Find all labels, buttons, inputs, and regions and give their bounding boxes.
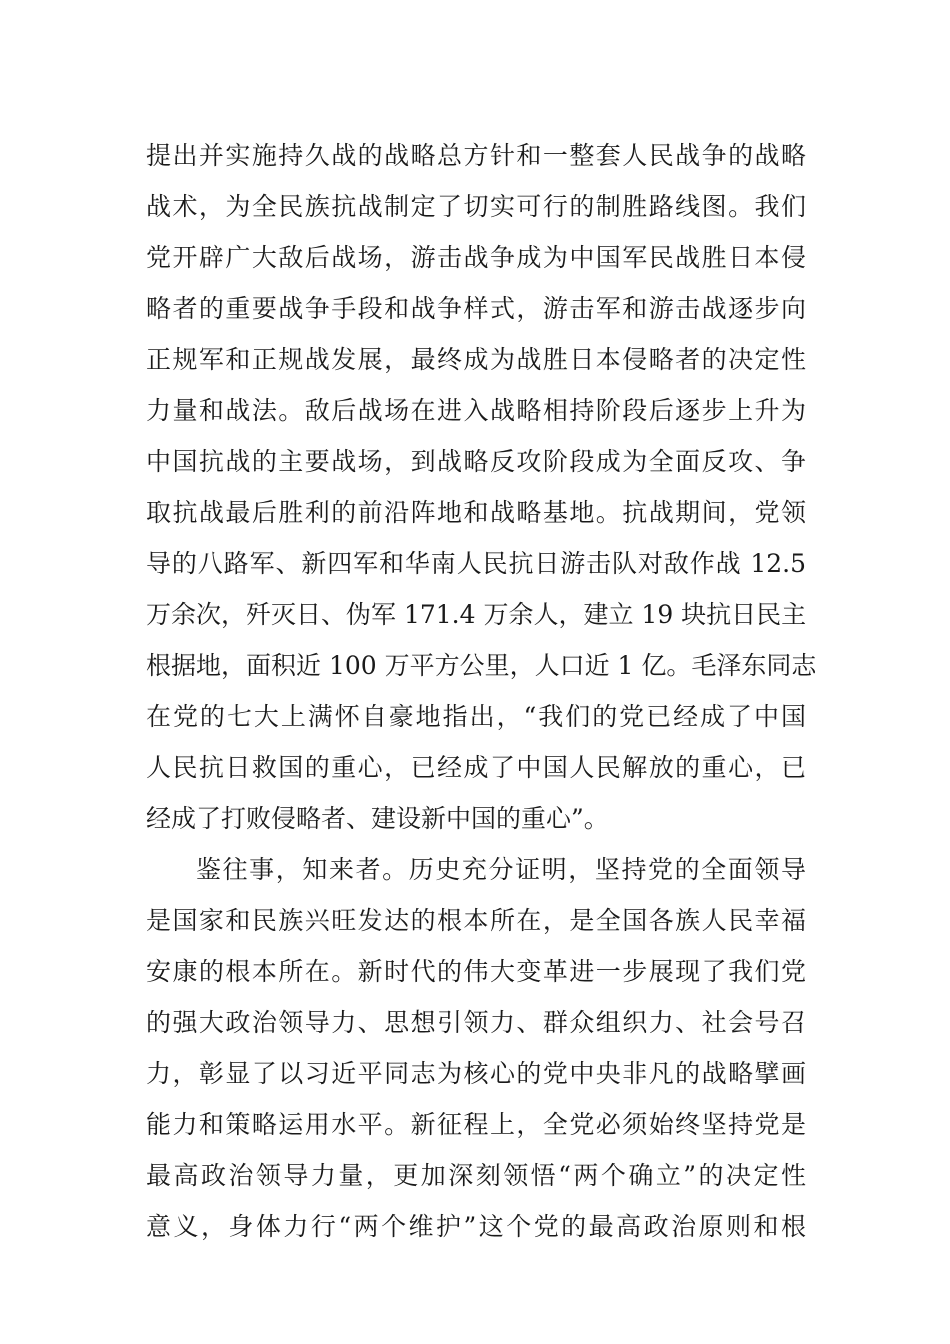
- text-line: 力量和战法。敌后战场在进入战略相持阶段后逐步上升为: [146, 396, 806, 425]
- text-line: 战术，为全民族抗战制定了切实可行的制胜路线图。我们: [146, 192, 806, 221]
- text-line: 党开辟广大敌后战场，游击战争成为中国军民战胜日本侵: [146, 243, 806, 272]
- text-line: 根据地，面积近 100 万平方公里，人口近 1 亿。毛泽东同志: [146, 651, 817, 680]
- paragraph: [146, 844, 806, 1252]
- text-line: 是国家和民族兴旺发达的根本所在，是全国各族人民幸福: [146, 906, 806, 935]
- text-line: 最高政治领导力量，更加深刻领悟“两个确立”的决定性: [146, 1161, 806, 1190]
- text-line: 人民抗日救国的重心，已经成了中国人民解放的重心，已: [146, 753, 806, 782]
- text-line: 能力和策略运用水平。新征程上，全党必须始终坚持党是: [146, 1110, 806, 1139]
- paragraph: [146, 130, 817, 844]
- text-line: 万余次，歼灭日、伪军 171.4 万余人，建立 19 块抗日民主: [146, 600, 807, 629]
- text-line: 力，彰显了以习近平同志为核心的党中央非凡的战略擘画: [146, 1059, 806, 1088]
- text-line: 略者的重要战争手段和战争样式，游击军和游击战逐步向: [146, 294, 806, 323]
- text-line: 取抗战最后胜利的前沿阵地和战略基地。抗战期间，党领: [146, 498, 806, 527]
- text-line: 的强大政治领导力、思想引领力、群众组织力、社会号召: [146, 1008, 806, 1037]
- text-line: 经成了打败侵略者、建设新中国的重心”。: [146, 804, 609, 833]
- text-line: 提出并实施持久战的战略总方针和一整套人民战争的战略: [146, 141, 806, 170]
- text-line: 中国抗战的主要战场，到战略反攻阶段成为全面反攻、争: [146, 447, 806, 476]
- body-text: [146, 130, 817, 1252]
- text-line: 正规军和正规战发展，最终成为战胜日本侵略者的决定性: [146, 345, 806, 374]
- text-line: 在党的七大上满怀自豪地指出，“我们的党已经成了中国: [146, 702, 806, 731]
- text-line: 导的八路军、新四军和华南人民抗日游击队对敌作战 12.5: [146, 549, 806, 578]
- text-line: 鉴往事，知来者。历史充分证明，坚持党的全面领导: [196, 855, 806, 884]
- text-line: 意义，身体力行“两个维护”这个党的最高政治原则和根: [146, 1212, 806, 1241]
- text-line: 安康的根本所在。新时代的伟大变革进一步展现了我们党: [146, 957, 806, 986]
